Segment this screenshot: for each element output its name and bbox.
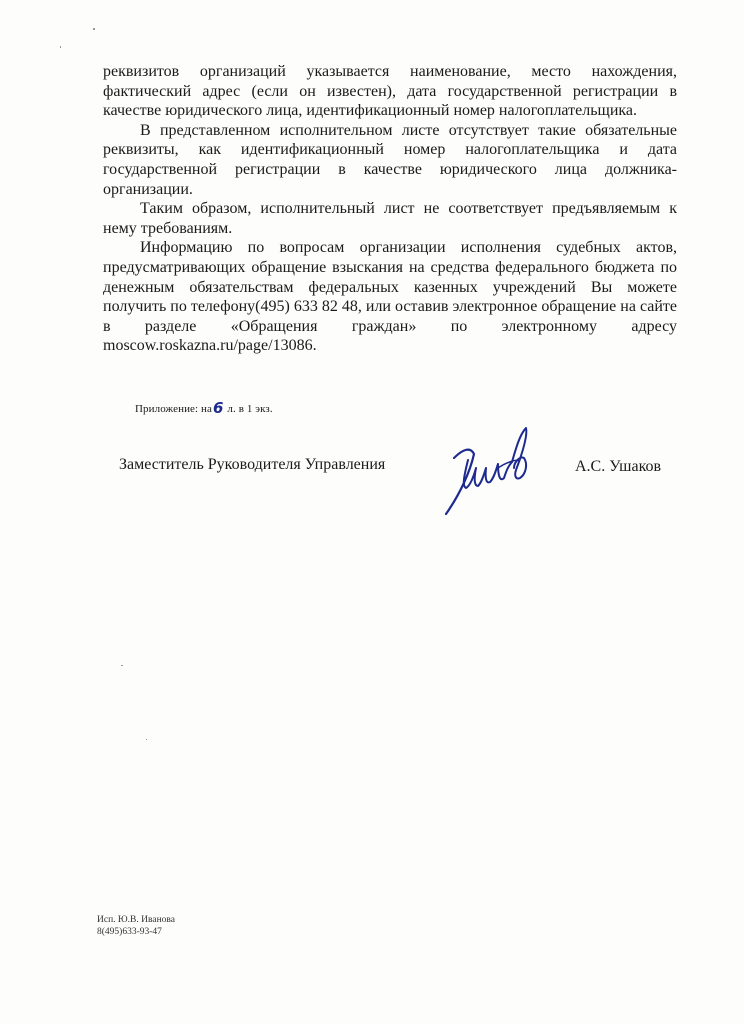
attachment-handwritten-count: 6 <box>213 399 224 417</box>
scan-speck <box>60 46 61 48</box>
executor-info <box>97 914 175 938</box>
executor-phone: 8(495)633-93-47 <box>97 927 162 937</box>
paragraph-contact-info: Информацию по вопросам организации исполнения судебных актов, предусматривающих обращение взыскания на средства федерального бюджета по денежным обязательствам федеральных казенных учреждений Вы можете получить по телефону(495) 633 82 48, или оставив электронное обращение на сайте в разделе «Обращения граждан» по электронному адресу moscow.roskazna.ru/page/13086. <box>103 239 677 355</box>
attachment-line <box>135 399 273 417</box>
scan-speck <box>121 665 123 666</box>
paragraph-missing-requisites: В представленном исполнительном листе отсутствует такие обязательные реквизиты, как идентификационный номер налогоплательщика и дата государственной регистрации в качестве юридического лица должника-организации. <box>103 121 677 198</box>
attachment-suffix: л. в 1 экз. <box>224 403 273 415</box>
executor-name: Исп. Ю.В. Иванова <box>97 915 175 925</box>
handwritten-signature <box>440 424 540 520</box>
signatory-position: Заместитель Руководителя Управления <box>119 456 386 473</box>
scan-speck <box>93 28 95 30</box>
paragraph-conclusion: Таким образом, исполнительный лист не соответствует предъявляемым к нему требованиям. <box>103 200 677 237</box>
letter-body <box>103 62 677 356</box>
paragraph-requisites: реквизитов организаций указывается наименование, место нахождения, фактический адрес (если он известен), дата государственной регистрации в качестве юридического лица, идентификационный номер налогоплательщика. <box>103 63 677 120</box>
signatory-name: А.С. Ушаков <box>575 458 662 475</box>
scan-speck <box>146 739 147 740</box>
attachment-prefix: Приложение: на <box>135 403 213 415</box>
